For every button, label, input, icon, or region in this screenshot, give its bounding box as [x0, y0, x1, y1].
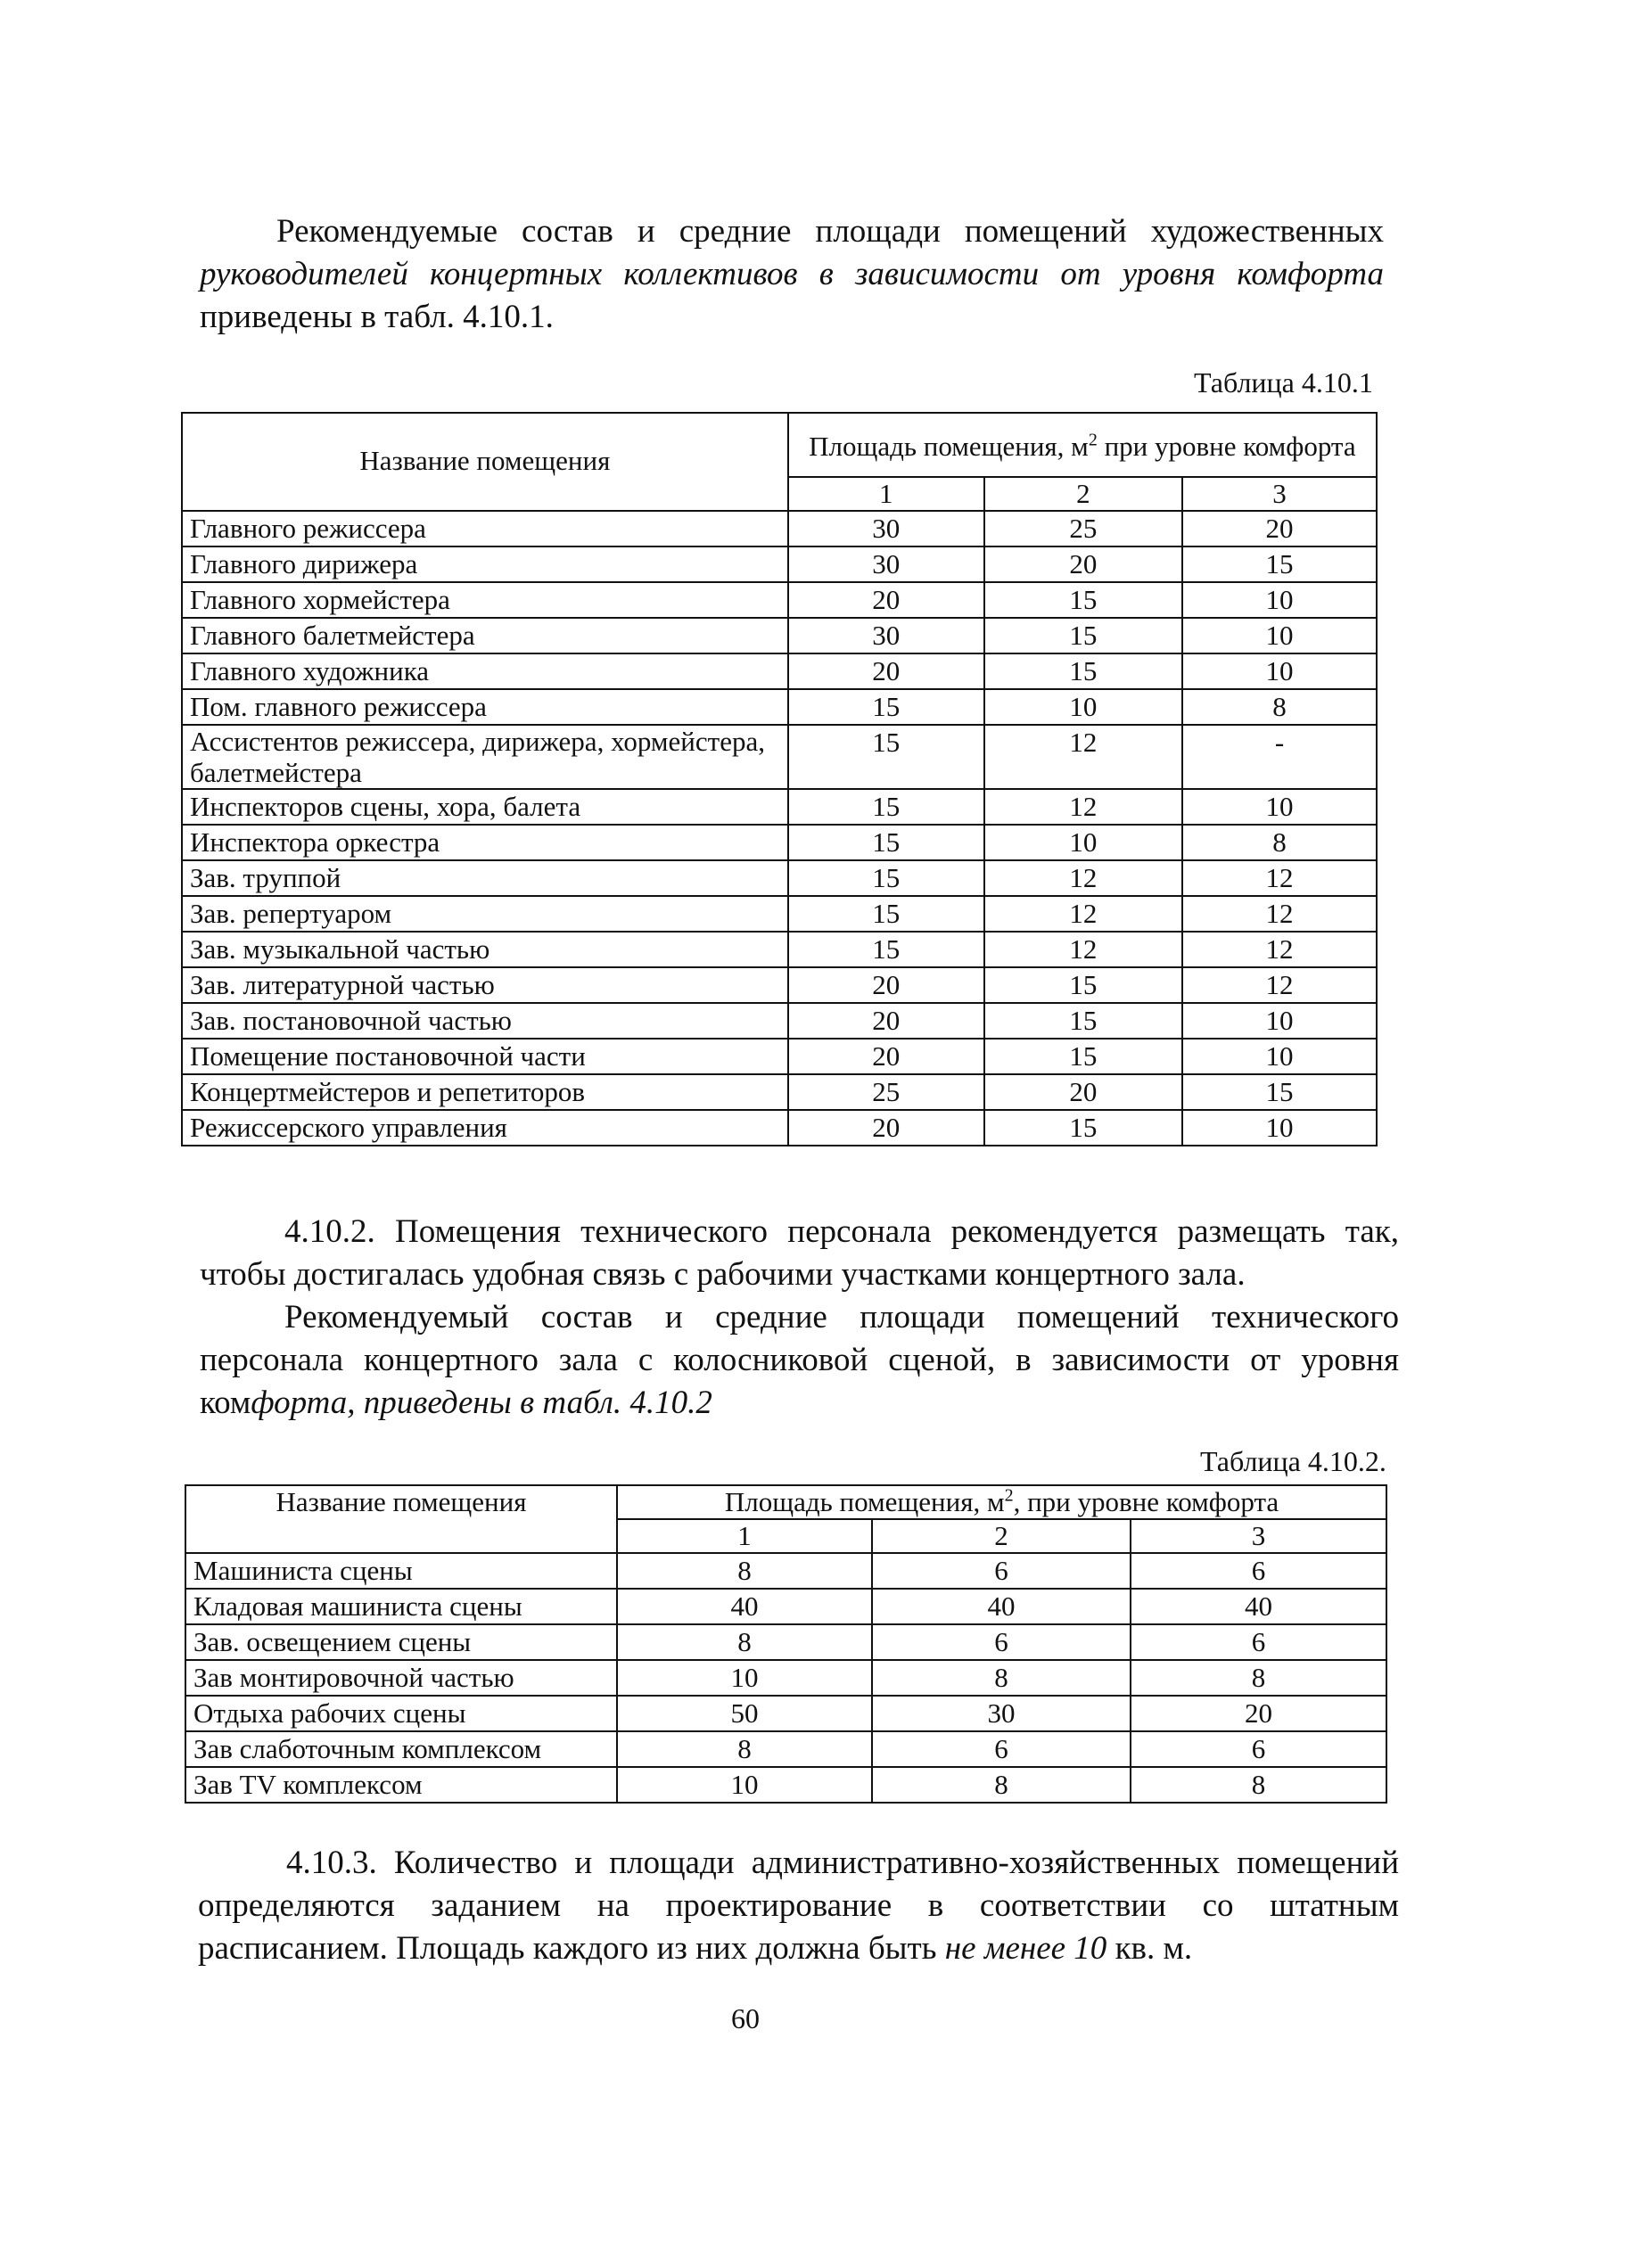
room-name: Зав слаботочным комплексом	[185, 1731, 617, 1767]
room-name: Режиссерского управления	[182, 1110, 788, 1146]
area-level-1: 8	[617, 1731, 872, 1767]
area-level-3: 6	[1131, 1624, 1386, 1660]
room-name: Зав. освещением сцены	[185, 1624, 617, 1660]
area-level-3: 10	[1182, 1003, 1377, 1039]
area-level-2: 15	[984, 1110, 1182, 1146]
table-row	[182, 860, 1377, 896]
area-level-3: 10	[1182, 582, 1377, 618]
room-name: Зав. музыкальной частью	[182, 932, 788, 967]
area-level-3: -	[1182, 725, 1377, 789]
area-level-3: 10	[1182, 1039, 1377, 1074]
area-level-1: 20	[788, 653, 984, 689]
area-level-2: 30	[872, 1696, 1131, 1731]
table-row	[182, 689, 1377, 725]
area-level-2: 15	[984, 618, 1182, 653]
table-row	[182, 618, 1377, 653]
table1-header-area: Площадь помещения, $м^2$ при уровне комфорта	[788, 413, 1377, 477]
table-row	[182, 1074, 1377, 1110]
table-row	[182, 1110, 1377, 1146]
table-row	[185, 1660, 1386, 1696]
area-level-1: 20	[788, 1003, 984, 1039]
area-level-3: 10	[1182, 618, 1377, 653]
room-name: Зав. труппой	[182, 860, 788, 896]
room-name: Инспекторов сцены, хора, балета	[182, 789, 788, 825]
intro-paragraph: Рекомендуемые состав и средние площади помещений художественных руководителей концертных коллективов в зависимости от уровня комфорта приведены в табл. 4.10.1.	[200, 213, 1384, 335]
area-level-3: 10	[1182, 1110, 1377, 1146]
table2-caption: Таблица 4.10.2.	[1200, 1445, 1386, 1477]
paragraph-4-10-3: 4.10.3. Количество и площади административно-хозяйственных помещений определяются заданием на проектирование в соответствии со штатным расписанием. Площадь каждого из них должна быть не менее 10 кв. м.	[198, 1845, 1399, 1967]
area-level-2: 12	[984, 789, 1182, 825]
recommended-paragraph-2: Рекомендуемый состав и средние площади помещений технического персонала концертного зала с колосниковой сценой, в зависимости от уровня комфорта, приведены в табл. 4.10.2	[200, 1299, 1399, 1421]
area-level-3: 8	[1182, 825, 1377, 860]
table2-level-3: 3	[1131, 1519, 1386, 1553]
area-level-2: 25	[984, 511, 1182, 546]
table2-level-1: 1	[617, 1519, 872, 1553]
table1-header-name: Название помещения	[182, 413, 788, 511]
room-name: Инспектора оркестра	[182, 825, 788, 860]
area-level-1: 10	[617, 1767, 872, 1803]
table-row	[182, 789, 1377, 825]
area-level-3: 6	[1131, 1731, 1386, 1767]
room-name: Концертмейстеров и репетиторов	[182, 1074, 788, 1110]
area-level-1: 20	[788, 1039, 984, 1074]
table1-level-1: 1	[788, 477, 984, 511]
area-level-2: 10	[984, 825, 1182, 860]
area-level-3: 15	[1182, 1074, 1377, 1110]
area-level-3: 8	[1131, 1660, 1386, 1696]
room-name: Главного дирижера	[182, 546, 788, 582]
table-row	[182, 653, 1377, 689]
area-level-3: 12	[1182, 967, 1377, 1003]
table1-level-3: 3	[1182, 477, 1377, 511]
table-row	[182, 582, 1377, 618]
room-name: Главного художника	[182, 653, 788, 689]
area-level-3: 20	[1131, 1696, 1386, 1731]
area-level-3: 8	[1131, 1767, 1386, 1803]
table-row	[182, 1039, 1377, 1074]
area-level-1: 8	[617, 1553, 872, 1589]
page-number: 60	[731, 2002, 760, 2034]
room-name: Зав. постановочной частью	[182, 1003, 788, 1039]
room-name: Ассистентов режиссера, дирижера, хормейстера, балетмейстера	[182, 725, 788, 789]
table2-header-name: Название помещения	[185, 1485, 617, 1553]
table-row	[185, 1767, 1386, 1803]
room-name: Зав TV комплексом	[185, 1767, 617, 1803]
area-level-3: 10	[1182, 653, 1377, 689]
paragraph-4-10-2: 4.10.2. Помещения технического персонала рекомендуется размещать так, чтобы достигалась удобная связь с рабочими участками концертного зала.	[200, 1213, 1399, 1293]
room-name: Кладовая машиниста сцены	[185, 1589, 617, 1624]
table-row	[182, 896, 1377, 932]
table-row	[182, 825, 1377, 860]
table-row	[182, 546, 1377, 582]
table1-level-2: 2	[984, 477, 1182, 511]
room-name: Зав монтировочной частью	[185, 1660, 617, 1696]
table-row	[182, 967, 1377, 1003]
table-4-10-1	[181, 412, 1378, 1146]
room-name: Главного балетмейстера	[182, 618, 788, 653]
room-name: Главного режиссера	[182, 511, 788, 546]
table-row	[185, 1553, 1386, 1589]
area-level-1: 15	[788, 932, 984, 967]
area-level-2: 12	[984, 932, 1182, 967]
room-name: Отдыха рабочих сцены	[185, 1696, 617, 1731]
table-row	[182, 511, 1377, 546]
area-level-2: 12	[984, 725, 1182, 789]
area-level-1: 30	[788, 546, 984, 582]
area-level-2: 6	[872, 1624, 1131, 1660]
area-level-3: 6	[1131, 1553, 1386, 1589]
area-level-2: 40	[872, 1589, 1131, 1624]
table1-caption: Таблица 4.10.1	[1194, 366, 1373, 399]
table-row	[185, 1696, 1386, 1731]
area-level-2: 15	[984, 1003, 1182, 1039]
area-level-2: 12	[984, 896, 1182, 932]
area-level-1: 15	[788, 825, 984, 860]
area-level-1: 8	[617, 1624, 872, 1660]
table-row	[185, 1589, 1386, 1624]
table2-level-2: 2	[872, 1519, 1131, 1553]
area-level-3: 12	[1182, 932, 1377, 967]
area-level-3: 15	[1182, 546, 1377, 582]
area-level-1: 15	[788, 689, 984, 725]
area-level-2: 15	[984, 1039, 1182, 1074]
room-name: Зав. репертуаром	[182, 896, 788, 932]
table-row	[185, 1731, 1386, 1767]
area-level-2: 15	[984, 967, 1182, 1003]
area-level-2: 15	[984, 653, 1182, 689]
area-level-1: 20	[788, 1110, 984, 1146]
room-name: Машиниста сцены	[185, 1553, 617, 1589]
area-level-2: 6	[872, 1731, 1131, 1767]
area-level-3: 40	[1131, 1589, 1386, 1624]
area-level-3: 10	[1182, 789, 1377, 825]
area-level-1: 25	[788, 1074, 984, 1110]
room-name: Главного хормейстера	[182, 582, 788, 618]
area-level-2: 6	[872, 1553, 1131, 1589]
area-level-1: 40	[617, 1589, 872, 1624]
area-level-2: 15	[984, 582, 1182, 618]
table-row	[182, 932, 1377, 967]
room-name: Зав. литературной частью	[182, 967, 788, 1003]
area-level-2: 10	[984, 689, 1182, 725]
area-level-2: 8	[872, 1660, 1131, 1696]
area-level-1: 15	[788, 860, 984, 896]
area-level-2: 20	[984, 546, 1182, 582]
area-level-1: 15	[788, 896, 984, 932]
table-row	[182, 1003, 1377, 1039]
area-level-3: 20	[1182, 511, 1377, 546]
area-level-3: 8	[1182, 689, 1377, 725]
area-level-1: 20	[788, 967, 984, 1003]
area-level-1: 30	[788, 511, 984, 546]
room-name: Пом. главного режиссера	[182, 689, 788, 725]
area-level-1: 50	[617, 1696, 872, 1731]
area-level-1: 10	[617, 1660, 872, 1696]
area-level-2: 20	[984, 1074, 1182, 1110]
table2-header-area: Площадь помещения, $м^2$, при уровне комфорта	[617, 1485, 1386, 1519]
area-level-1: 20	[788, 582, 984, 618]
table-row	[182, 725, 1377, 789]
area-level-3: 12	[1182, 860, 1377, 896]
table-row	[185, 1624, 1386, 1660]
area-level-1: 15	[788, 789, 984, 825]
area-level-1: 15	[788, 725, 984, 789]
room-name: Помещение постановочной части	[182, 1039, 788, 1074]
area-level-2: 8	[872, 1767, 1131, 1803]
table-4-10-2	[185, 1484, 1387, 1804]
area-level-1: 30	[788, 618, 984, 653]
area-level-2: 12	[984, 860, 1182, 896]
area-level-3: 12	[1182, 896, 1377, 932]
